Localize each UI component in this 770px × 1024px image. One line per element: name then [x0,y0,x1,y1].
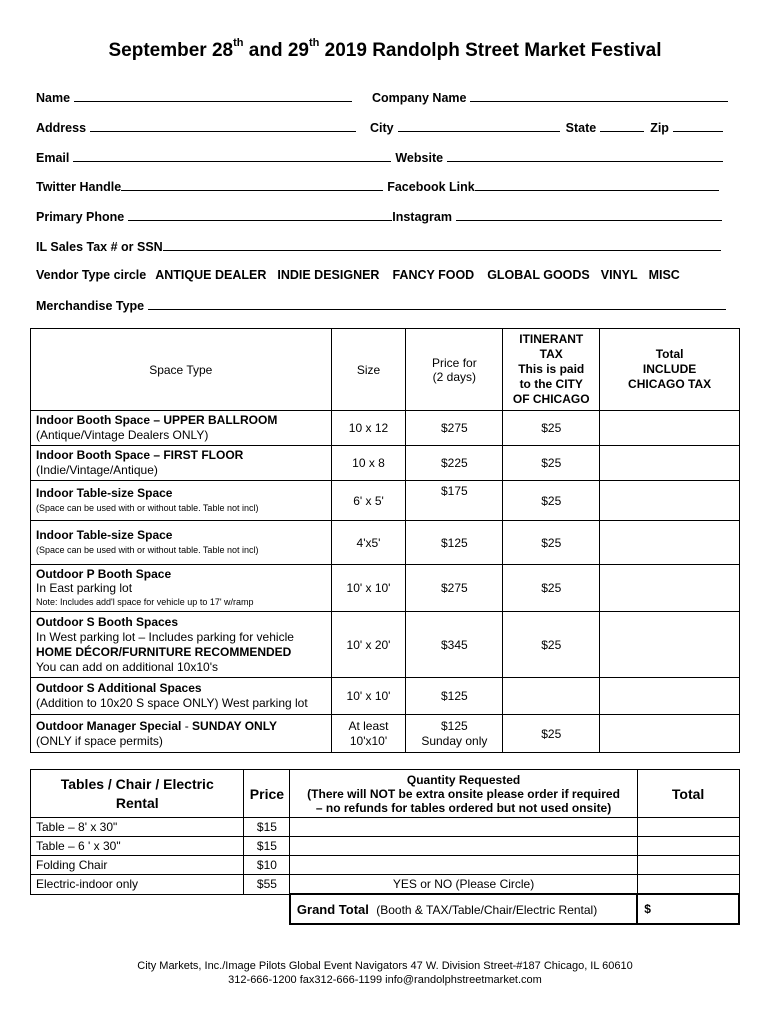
email-field[interactable] [73,150,391,162]
city-field[interactable] [398,120,560,132]
quantity-input-cell[interactable] [290,818,637,837]
website-label: Website [395,151,444,165]
tax-cell: $25 [503,521,600,565]
size-cell: 4'x5' [331,521,406,565]
price-cell: $275 [406,411,503,446]
twitter-label: Twitter Handle [36,180,122,194]
header-rental-total: Total [637,770,739,818]
table-row [31,612,740,678]
price-cell: $225 [406,446,503,481]
email-label: Email [36,151,70,165]
company-field[interactable] [470,90,728,102]
table-row [31,837,740,856]
tax-cell: $25 [503,481,600,521]
table-row [31,715,740,753]
total-input-cell[interactable] [600,411,740,446]
table-row [31,818,740,837]
rental-item-cell: Folding Chair [31,856,244,875]
merchandise-label: Merchandise Type [36,299,145,313]
rental-price-cell: $10 [244,856,290,875]
vendor-option-global[interactable]: GLOBAL GOODS [487,268,590,282]
size-cell: At least 10'x10' [331,715,406,753]
price-cell: $275 [406,565,503,612]
rental-price-cell: $15 [244,837,290,856]
total-input-cell[interactable] [600,565,740,612]
phone-label: Primary Phone [36,210,125,224]
size-cell: 10 x 8 [331,446,406,481]
price-cell: $125 [406,678,503,715]
header-space-type: Space Type [31,329,332,411]
phone-row [36,209,722,224]
space-type-cell: Outdoor P Booth Space In East parking lot Note: Includes add'l space for vehicle up to 17' w/ramp [31,565,332,612]
table-row [31,481,740,521]
space-type-cell: Indoor Booth Space – FIRST FLOOR (Indie/Vintage/Antique) [31,446,332,481]
tax-cell [503,678,600,715]
price-cell: $175 [406,481,503,521]
phone-field[interactable] [128,209,392,221]
grand-total-row [31,894,740,924]
table-row [31,678,740,715]
vendor-option-antique[interactable]: ANTIQUE DEALER [155,268,267,282]
extras-table [30,769,740,925]
rental-item-cell: Table – 6 ' x 30" [31,837,244,856]
grand-total-spacer [31,894,290,924]
rental-total-cell[interactable] [637,818,739,837]
total-input-cell[interactable] [600,612,740,678]
space-type-cell: Outdoor S Booth Spaces In West parking lot – Includes parking for vehicle HOME DÉCOR/FURNITURE RECOMMENDED You can add on additional 10x10's [31,612,332,678]
vendor-option-misc[interactable]: MISC [648,268,680,282]
vendor-option-indie[interactable]: INDIE DESIGNER [277,268,380,282]
total-input-cell[interactable] [600,521,740,565]
price-cell: $345 [406,612,503,678]
space-type-cell: Indoor Table-size Space (Space can be used with or without table. Table not incl) [31,481,332,521]
size-cell: 10' x 20' [331,612,406,678]
tax-id-field[interactable] [163,239,721,251]
tax-cell: $25 [503,612,600,678]
rental-price-cell: $55 [244,875,290,895]
quantity-input-cell[interactable] [290,837,637,856]
size-cell: 10' x 10' [331,678,406,715]
vendor-type-row [36,268,691,282]
table-row [31,565,740,612]
table-row [31,856,740,875]
grand-total-value-cell[interactable]: $ [637,894,739,924]
name-label: Name [36,91,71,105]
rental-total-cell[interactable] [637,856,739,875]
space-type-cell: Indoor Booth Space – UPPER BALLROOM (Antique/Vintage Dealers ONLY) [31,411,332,446]
tax-cell: $25 [503,411,600,446]
instagram-label: Instagram [392,210,452,224]
size-cell: 10 x 12 [331,411,406,446]
space-table-header [31,329,740,411]
footer-contact: 312-666-1200 fax312-666-1199 info@randolphstreetmarket.com [228,974,542,986]
header-quantity: Quantity Requested (There will NOT be extra onsite please order if required – no refunds for tables ordered but not used onsite) [290,770,637,818]
email-row [36,150,723,165]
city-row [370,120,723,135]
company-row [372,90,728,105]
table-row [31,875,740,895]
website-field[interactable] [447,150,723,162]
rental-item-cell: Electric-indoor only [31,875,244,895]
merchandise-field[interactable] [148,298,726,310]
total-input-cell[interactable] [600,481,740,521]
total-input-cell[interactable] [600,446,740,481]
name-row [36,90,352,105]
space-table [30,328,740,753]
address-row [36,120,356,135]
header-rental-item: Tables / Chair / Electric Rental [31,770,244,818]
total-input-cell[interactable] [600,715,740,753]
social-row [36,179,719,194]
address-field[interactable] [90,120,356,132]
header-rental-price: Price [244,770,290,818]
header-itinerant-tax: ITINERANT TAX This is paid to the CITY OF CHICAGO [503,329,600,411]
tax-cell: $25 [503,715,600,753]
vendor-option-food[interactable]: FANCY FOOD [392,268,475,282]
company-label: Company Name [372,91,467,105]
twitter-field[interactable] [121,179,383,191]
space-type-cell: Outdoor Manager Special - SUNDAY ONLY (ONLY if space permits) [31,715,332,753]
table-row [31,446,740,481]
extras-table-header [31,770,740,818]
rental-total-cell[interactable] [637,875,739,895]
instagram-field[interactable] [456,209,722,221]
facebook-label: Facebook Link [387,180,475,194]
tax-id-row [36,239,721,254]
state-label: State [565,121,597,135]
space-type-cell: Indoor Table-size Space (Space can be used with or without table. Table not incl) [31,521,332,565]
vendor-type-label: Vendor Type circle [36,268,147,282]
header-price: Price for (2 days) [406,329,503,411]
header-total: Total INCLUDE CHICAGO TAX [600,329,740,411]
total-input-cell[interactable] [600,678,740,715]
tax-cell: $25 [503,565,600,612]
zip-field[interactable] [673,120,723,132]
price-cell: $125 [406,521,503,565]
size-cell: 6' x 5' [331,481,406,521]
tax-cell: $25 [503,446,600,481]
rental-item-cell: Table – 8' x 30" [31,818,244,837]
state-field[interactable] [600,120,644,132]
size-cell: 10' x 10' [331,565,406,612]
header-size: Size [331,329,406,411]
address-label: Address [36,121,87,135]
city-label: City [370,121,394,135]
page-title: September 28th and 29th 2019 Randolph Street Market Festival [108,37,662,61]
price-cell: $125 Sunday only [406,715,503,753]
rental-price-cell: $15 [244,818,290,837]
rental-total-cell[interactable] [637,837,739,856]
space-type-cell: Outdoor S Additional Spaces (Addition to 10x20 S space ONLY) West parking lot [31,678,332,715]
tax-id-label: IL Sales Tax # or SSN [36,240,163,254]
quantity-input-cell[interactable] [290,856,637,875]
grand-total-label-cell: Grand Total (Booth & TAX/Table/Chair/Electric Rental) [290,894,637,924]
footer-address: City Markets, Inc./Image Pilots Global Event Navigators 47 W. Division Street-#187 Chicago, IL 60610 [137,960,633,972]
electric-yes-no-cell[interactable]: YES or NO (Please Circle) [290,875,637,895]
merchandise-row [36,298,726,313]
facebook-field[interactable] [475,179,719,191]
vendor-option-vinyl[interactable]: VINYL [600,268,638,282]
name-field[interactable] [74,90,352,102]
table-row [31,411,740,446]
table-row [31,521,740,565]
zip-label: Zip [650,121,669,135]
